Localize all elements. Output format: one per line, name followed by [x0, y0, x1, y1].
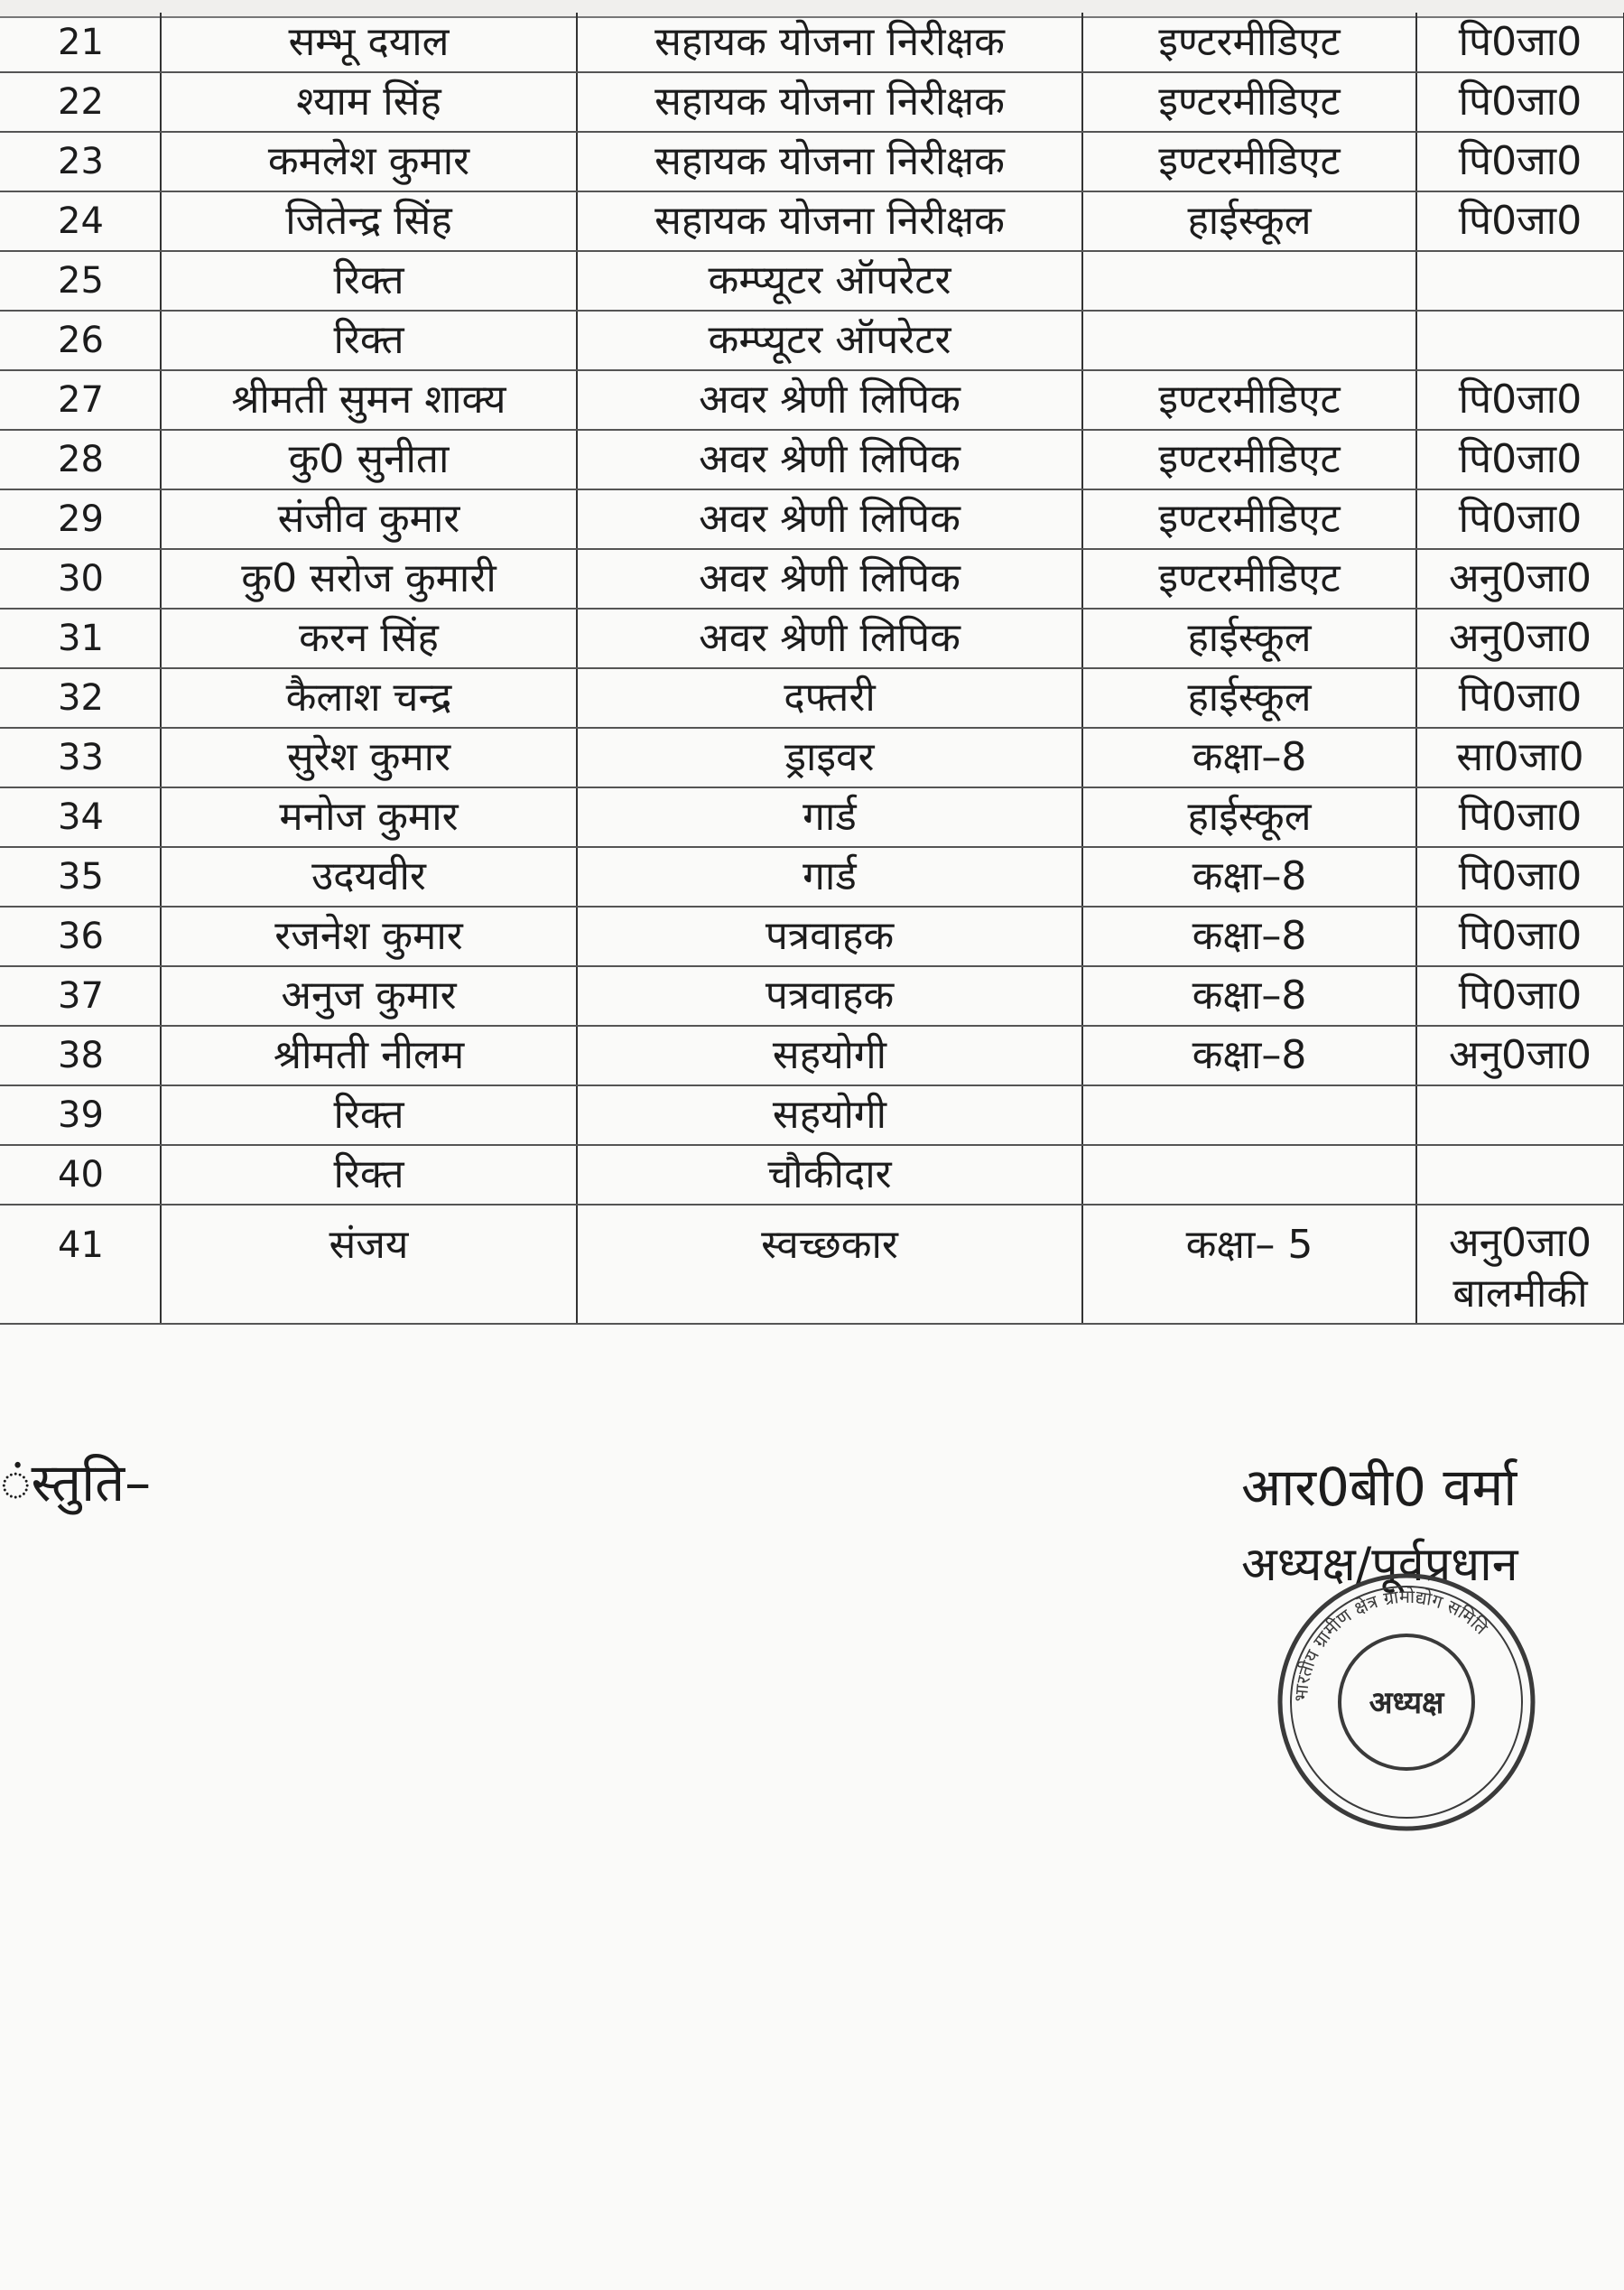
employee-name-cell: कमलेश कुमार	[161, 132, 577, 191]
qualification-cell: कक्षा–8	[1082, 847, 1416, 907]
table-row	[0, 549, 1624, 609]
seal-ring-text: भारतीय ग्रामीण क्षेत्र ग्रामोद्योग समिति	[1289, 1585, 1492, 1703]
official-seal	[1244, 1549, 1569, 1838]
table-row	[0, 728, 1624, 787]
employee-name-cell: संजय	[161, 1205, 577, 1324]
category-cell	[1416, 489, 1624, 549]
table-row	[0, 251, 1624, 311]
table-row	[0, 668, 1624, 728]
employee-name-cell: कु0 सरोज कुमारी	[161, 549, 577, 609]
category-line: पि0जा0	[1458, 198, 1582, 244]
category-cell	[1416, 966, 1624, 1026]
category-cell	[1416, 1205, 1624, 1324]
category-cell	[1416, 370, 1624, 430]
post-cell: गार्ड	[577, 787, 1082, 847]
serial-number-cell: 29	[0, 489, 161, 549]
employee-name-cell: कैलाश चन्द्र	[161, 668, 577, 728]
serial-number-cell: 33	[0, 728, 161, 787]
qualification-cell	[1082, 1145, 1416, 1205]
serial-number-cell: 25	[0, 251, 161, 311]
category-line: अनु0जा0	[1448, 555, 1592, 601]
qualification-cell: इण्टरमीडिएट	[1082, 549, 1416, 609]
category-line: पि0जा0	[1458, 675, 1582, 721]
qualification-cell: कक्षा– 5	[1082, 1205, 1416, 1324]
serial-number-cell: 32	[0, 668, 161, 728]
category-cell	[1416, 1145, 1624, 1205]
category-cell	[1416, 1085, 1624, 1145]
table-row	[0, 132, 1624, 191]
category-line: पि0जा0	[1458, 377, 1582, 423]
table-row	[0, 489, 1624, 549]
serial-number-cell: 39	[0, 1085, 161, 1145]
category-cell	[1416, 847, 1624, 907]
post-cell: चौकीदार	[577, 1145, 1082, 1205]
post-cell: अवर श्रेणी लिपिक	[577, 489, 1082, 549]
post-cell: अवर श्रेणी लिपिक	[577, 549, 1082, 609]
table-row	[0, 191, 1624, 251]
category-line: सा0जा0	[1456, 734, 1584, 780]
category-cell	[1416, 787, 1624, 847]
post-cell: सहायक योजना निरीक्षक	[577, 13, 1082, 72]
signer-designation: अध्यक्ष/पूर्वप्रधान	[1241, 1538, 1518, 1592]
qualification-cell: इण्टरमीडिएट	[1082, 13, 1416, 72]
post-cell: दफ्तरी	[577, 668, 1082, 728]
employee-name-cell: करन सिंह	[161, 609, 577, 668]
category-cell	[1416, 668, 1624, 728]
employee-name-cell: सुरेश कुमार	[161, 728, 577, 787]
table-row	[0, 609, 1624, 668]
serial-number-cell: 38	[0, 1026, 161, 1085]
qualification-cell	[1082, 311, 1416, 370]
table-row	[0, 1026, 1624, 1085]
employee-name-cell: कु0 सुनीता	[161, 430, 577, 489]
serial-number-cell: 40	[0, 1145, 161, 1205]
employee-name-cell: अनुज कुमार	[161, 966, 577, 1026]
table-row	[0, 370, 1624, 430]
post-cell: गार्ड	[577, 847, 1082, 907]
table-row	[0, 430, 1624, 489]
employee-name-cell: सम्भू दयाल	[161, 13, 577, 72]
category-cell	[1416, 72, 1624, 132]
employee-name-cell: श्रीमती सुमन शाक्य	[161, 370, 577, 430]
serial-number-cell: 35	[0, 847, 161, 907]
post-cell: सहयोगी	[577, 1085, 1082, 1145]
post-cell: सहयोगी	[577, 1026, 1082, 1085]
qualification-cell: इण्टरमीडिएट	[1082, 72, 1416, 132]
employee-name-cell: श्याम सिंह	[161, 72, 577, 132]
table-row	[0, 787, 1624, 847]
category-line: पि0जा0	[1458, 496, 1582, 542]
category-cell	[1416, 191, 1624, 251]
qualification-cell: कक्षा–8	[1082, 728, 1416, 787]
post-cell: सहायक योजना निरीक्षक	[577, 132, 1082, 191]
employee-name-cell: मनोज कुमार	[161, 787, 577, 847]
qualification-cell: हाईस्कूल	[1082, 191, 1416, 251]
category-cell	[1416, 609, 1624, 668]
table-row	[0, 311, 1624, 370]
category-line: पि0जा0	[1458, 913, 1582, 959]
table-row	[0, 907, 1624, 966]
category-line: पि0जा0	[1458, 853, 1582, 899]
post-cell: कम्प्यूटर ऑपरेटर	[577, 311, 1082, 370]
employee-name-cell: उदयवीर	[161, 847, 577, 907]
recommendation-label: ंस्तुति–	[0, 1452, 152, 1513]
qualification-cell: हाईस्कूल	[1082, 609, 1416, 668]
employee-name-cell: जितेन्द्र सिंह	[161, 191, 577, 251]
qualification-cell: इण्टरमीडिएट	[1082, 430, 1416, 489]
table-row	[0, 1205, 1624, 1324]
category-cell	[1416, 728, 1624, 787]
serial-number-cell: 28	[0, 430, 161, 489]
qualification-cell: इण्टरमीडिएट	[1082, 370, 1416, 430]
employee-name-cell: रिक्त	[161, 1085, 577, 1145]
category-line: अनु0जा0	[1448, 1032, 1592, 1078]
post-cell: अवर श्रेणी लिपिक	[577, 370, 1082, 430]
serial-number-cell: 24	[0, 191, 161, 251]
qualification-cell	[1082, 1085, 1416, 1145]
serial-number-cell: 34	[0, 787, 161, 847]
post-cell: स्वच्छकार	[577, 1205, 1082, 1324]
qualification-cell: कक्षा–8	[1082, 907, 1416, 966]
qualification-cell: कक्षा–8	[1082, 1026, 1416, 1085]
table-row	[0, 13, 1624, 72]
post-cell: पत्रवाहक	[577, 907, 1082, 966]
category-line: बालमीकी	[1452, 1271, 1588, 1317]
table-row	[0, 1145, 1624, 1205]
serial-number-cell: 22	[0, 72, 161, 132]
category-cell	[1416, 430, 1624, 489]
employee-name-cell: रिक्त	[161, 311, 577, 370]
category-cell	[1416, 907, 1624, 966]
post-cell: अवर श्रेणी लिपिक	[577, 609, 1082, 668]
staff-table	[0, 13, 1624, 1325]
seal-center-text: अध्यक्ष	[1369, 1685, 1444, 1721]
category-line: पि0जा0	[1458, 79, 1582, 125]
table-row	[0, 72, 1624, 132]
post-cell: सहायक योजना निरीक्षक	[577, 191, 1082, 251]
post-cell: पत्रवाहक	[577, 966, 1082, 1026]
serial-number-cell: 26	[0, 311, 161, 370]
category-cell	[1416, 311, 1624, 370]
post-cell: अवर श्रेणी लिपिक	[577, 430, 1082, 489]
employee-name-cell: रजनेश कुमार	[161, 907, 577, 966]
staff-table-body	[0, 13, 1624, 1324]
qualification-cell: हाईस्कूल	[1082, 668, 1416, 728]
category-line: अनु0जा0	[1448, 615, 1592, 661]
post-cell: सहायक योजना निरीक्षक	[577, 72, 1082, 132]
qualification-cell: इण्टरमीडिएट	[1082, 489, 1416, 549]
serial-number-cell: 41	[0, 1205, 161, 1324]
post-cell: ड्राइवर	[577, 728, 1082, 787]
category-cell	[1416, 549, 1624, 609]
qualification-cell: कक्षा–8	[1082, 966, 1416, 1026]
serial-number-cell: 37	[0, 966, 161, 1026]
category-line: अनु0जा0	[1448, 1220, 1592, 1266]
serial-number-cell: 21	[0, 13, 161, 72]
qualification-cell: इण्टरमीडिएट	[1082, 132, 1416, 191]
category-line: पि0जा0	[1458, 794, 1582, 840]
serial-number-cell: 23	[0, 132, 161, 191]
table-row	[0, 847, 1624, 907]
signer-name: आर0बी0 वर्मा	[1241, 1457, 1517, 1518]
post-cell: कम्प्यूटर ऑपरेटर	[577, 251, 1082, 311]
table-row	[0, 1085, 1624, 1145]
serial-number-cell: 30	[0, 549, 161, 609]
category-line: पि0जा0	[1458, 18, 1582, 65]
category-cell	[1416, 132, 1624, 191]
employee-name-cell: संजीव कुमार	[161, 489, 577, 549]
category-cell	[1416, 13, 1624, 72]
employee-name-cell: श्रीमती नीलम	[161, 1026, 577, 1085]
qualification-cell	[1082, 251, 1416, 311]
category-cell	[1416, 1026, 1624, 1085]
employee-name-cell: रिक्त	[161, 251, 577, 311]
category-line: पि0जा0	[1458, 138, 1582, 184]
category-cell	[1416, 251, 1624, 311]
table-row	[0, 966, 1624, 1026]
serial-number-cell: 27	[0, 370, 161, 430]
serial-number-cell: 36	[0, 907, 161, 966]
category-line: पि0जा0	[1458, 973, 1582, 1019]
employee-name-cell: रिक्त	[161, 1145, 577, 1205]
qualification-cell: हाईस्कूल	[1082, 787, 1416, 847]
category-line: पि0जा0	[1458, 436, 1582, 482]
serial-number-cell: 31	[0, 609, 161, 668]
